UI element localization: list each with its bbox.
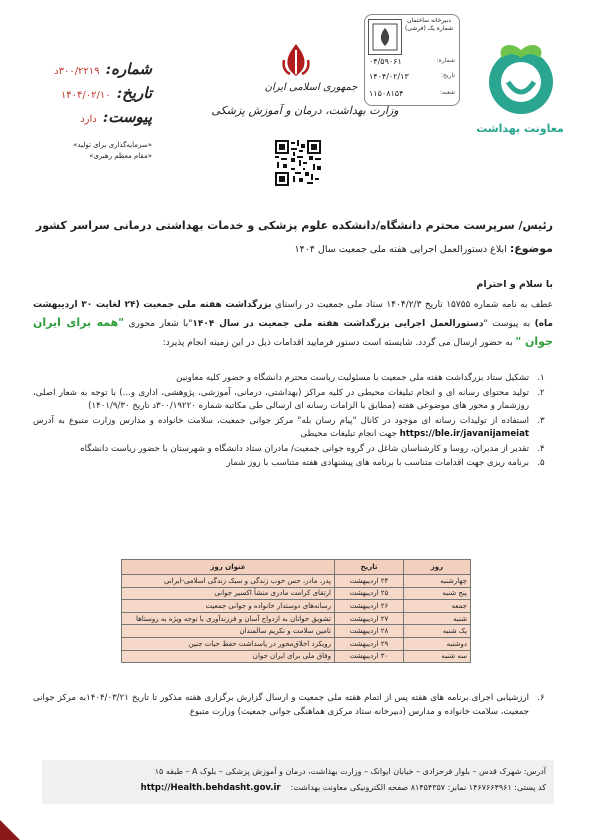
day-cell: سه شنبه (404, 650, 471, 663)
item-text: برنامه ریزی جهت اقدامات متناسب با برنامه های پیشنهادی هفته متناسب با روز شمار (226, 458, 529, 468)
date-cell: ۲۶ اردیبهشت (335, 600, 404, 613)
attachment-label: پیوست: (102, 108, 152, 126)
item-text: تقدیر از مدیران، روسا و کارشناسان شاغل در گروه جوانی جمعیت/ مادران ستاد دانشگاه و شهرستان با حضور ریاست دانشگاه (80, 443, 529, 454)
number-label: شماره: (105, 60, 152, 78)
intro-text-1: عطف به نامه شماره ۱۵۷۵۵ تاریخ ۱۴۰۴/۲/۳ ستاد ملی جمعیت در راستای (271, 300, 553, 310)
day-cell: پنج شنبه (404, 587, 471, 600)
secretariat-number-label: شماره: (436, 57, 455, 64)
secretariat-title: دبیرخانه ساختمان شماره یک (فرشی) (404, 17, 454, 32)
qr-code-icon (275, 140, 321, 186)
column-header-day: روز (404, 560, 471, 575)
date-cell: ۲۹ اردیبهشت (335, 637, 404, 650)
greeting: با سلام و احترام (476, 279, 553, 290)
item-text: تشکیل ستاد بزرگداشت هفته ملی جمعیت با مسئولیت ریاست محترم دانشگاه و حضور کلیه معاونین (176, 373, 529, 383)
number-field (22, 60, 152, 78)
number-value: ۳۰۰/۲۲۱۹د (54, 66, 100, 77)
secretariat-code-label: شعبه: (440, 89, 455, 96)
title-cell: پدر، مادر، حس خوب زندگی و سبک زندگی اسلامی-ایرانی (122, 575, 335, 588)
secretariat-code: ۱۱۵۰۸۱۵۴ (369, 89, 404, 98)
date-value: ۱۴۰۴/۰۲/۱۰ (60, 90, 111, 101)
day-cell: شنبه (404, 612, 471, 625)
list-item (33, 457, 553, 471)
title-cell: تشویق جوانان به ازدواج آسان و فرزندآوری با توجه ویژه به روستاها (122, 612, 335, 625)
table-row (122, 575, 471, 588)
list-item (33, 692, 553, 719)
item-number: ۲. (537, 387, 545, 398)
deputy-label: معاونت بهداشت (476, 122, 564, 135)
iran-emblem-icon (276, 40, 316, 80)
ministry-line2: وزارت بهداشت، درمان و آموزش پزشکی (211, 104, 399, 117)
intro-text-3: "با شعار محوری (124, 319, 193, 329)
slogan-line1: «سرمایه‌گذاری برای تولید» (73, 141, 152, 149)
column-header-title: عنوان روز (122, 560, 335, 575)
item-number: ۱. (537, 373, 545, 383)
secretariat-number: ۰۴/۵۹۰۶۱ (369, 57, 402, 66)
secretariat-date-label: تاریخ: (441, 72, 455, 79)
corner-decoration (0, 820, 20, 840)
table-row (122, 612, 471, 625)
action-items (33, 372, 553, 472)
secretariat-number-row (369, 57, 455, 66)
day-cell: چهارشنبه (404, 575, 471, 588)
intro-text-4: به حضور ارسال می گردد. شایسته است دستور فرمایید اقدامات ذیل در این زمینه انجام پذیرد: (162, 338, 516, 348)
secretariat-date: ۱۴۰۴/۰۲/۱۳ (369, 72, 409, 81)
table-row (122, 650, 471, 663)
date-cell: ۲۴ اردیبهشت (335, 575, 404, 588)
day-cell: دوشنبه (404, 637, 471, 650)
table-row (122, 600, 471, 613)
intro-text-2: به پیوست " (483, 319, 535, 329)
item-text (33, 415, 529, 442)
date-cell: ۲۷ اردیبهشت (335, 612, 404, 625)
item-text: ارزشیابی اجرای برنامه های هفته پس از اتمام هفته ملی جمعیت و ارسال گزارش برگزاری هفته مذکور تا تاریخ ۱۴۰۴/۰۳/۲۱به مرکز جوانی جمعیت، سلامت خانواده و مدارس (دبیرخانه ستاد مرکزی هماهنگی جوانی جمعیت) وزارت متبوع (33, 693, 529, 717)
day-cell: جمعه (404, 600, 471, 613)
week-schedule-table (121, 559, 471, 663)
date-cell: ۲۸ اردیبهشت (335, 625, 404, 638)
slogan-line2: «مقام معظم رهبری» (89, 152, 152, 160)
subject-label: موضوع: (509, 242, 553, 255)
attachment-field (22, 108, 152, 126)
item-number: ۶. (537, 693, 545, 703)
column-header-date: تاریخ (335, 560, 404, 575)
title-cell: رویکرد اخلاق‌محور در پاسداشت حفظ حیات جنین (122, 637, 335, 650)
secretariat-date-row (369, 72, 455, 81)
item-number: ۳. (537, 415, 545, 426)
campaign-slogan: "همه برای ایران جوان " (33, 316, 553, 348)
channel-link[interactable]: https://ble.ir/javanijameiat (399, 429, 529, 439)
item-text-after-url: جهت انجام تبلیغات محیطی (300, 429, 397, 439)
title-cell: وفاق ملی برای ایران جوان (122, 650, 335, 663)
list-item (33, 443, 553, 457)
date-field (22, 84, 152, 102)
recipient: رئیس/ سرپرست محترم دانشگاه/دانشکده علوم پزشکی و خدمات بهداشتی درمانی سراسر کشور (35, 219, 553, 232)
date-label: تاریخ: (116, 84, 152, 102)
letter-meta-fields (22, 60, 152, 132)
secretariat-code-row (369, 89, 455, 98)
intro-highlight-1: بزرگداشت هفته ملی جمعیت (۲۴ لغایت ۳۰ اردیبهشت ماه) (33, 300, 553, 329)
item-text: تولید محتوای رسانه ای و انجام تبلیغات محیطی در کلیه مراکز (بهداشتی، درمانی، آموزشی، پژوهشی، اداری و...) با توجه به شعار اصلی، روزشمار و محور های موضوعی هفته (مطابق با الزامات رسانه ای ارسالی طی مکاتبه شماره ۳۰۰/۱۹۲۲۰د تاریخ ۱۴۰۱/۹/۳۰) (33, 387, 529, 411)
subject-line (33, 242, 553, 255)
footer-address: آدرس: شهرک قدس – بلوار فرحزادی – خیابان ایوانک – وزارت بهداشت، درمان و آموزش پزشکی – بلوک A – طبقه ۱۵ (154, 767, 546, 776)
item-text-before-url: استفاده از تولیدات رسانه ای موجود در کانال "پیام رسان بله" مرکز جوانی جمعیت، سلامت خانواده و مدارس وزارت متبوع به آدرس (33, 415, 529, 426)
title-cell: تامین سلامت و تکریم سالمندان (122, 625, 335, 638)
footer-postal: کد پستی: ۱۴۶۷۶۶۴۹۶۱ نمابر: ۸۱۴۵۴۳۵۷ صفحه الکترونیکی معاونت بهداشت: (290, 783, 546, 792)
list-item (33, 372, 553, 386)
day-cell: یک شنبه (404, 625, 471, 638)
attachment-value: دارد (80, 114, 97, 125)
seal-icon (368, 19, 402, 55)
footer (42, 760, 554, 804)
date-cell: ۳۰ اردیبهشت (335, 650, 404, 663)
date-cell: ۲۵ اردیبهشت (335, 587, 404, 600)
table-row (122, 587, 471, 600)
intro-paragraph (33, 296, 553, 352)
item-number: ۵. (537, 458, 545, 468)
title-cell: رسانه‌های دوستدار خانواده و جوانی جمعیت (122, 600, 335, 613)
intro-highlight-2: دستورالعمل اجرایی بزرگداشت هفته ملی جمعیت در سال ۱۴۰۴ (192, 319, 484, 329)
final-action-item (33, 692, 553, 720)
slogan (22, 140, 152, 162)
table-header-row (122, 560, 471, 575)
table-row (122, 637, 471, 650)
secretariat-stamp (364, 14, 460, 106)
footer-website-link[interactable]: http://Health.behdasht.gov.ir (140, 783, 281, 793)
ministry-line1: جمهوری اسلامی ایران (264, 82, 358, 93)
list-item (33, 415, 553, 442)
footer-contact (46, 783, 546, 793)
subject-text: ابلاغ دستورالعمل اجرایی هفته ملی جمعیت سال ۱۴۰۴ (294, 244, 507, 255)
item-number: ۴. (537, 443, 545, 454)
table-row (122, 625, 471, 638)
list-item (33, 387, 553, 414)
title-cell: ارتقای کرامت مادری منشأ اکسیر جوانی (122, 587, 335, 600)
